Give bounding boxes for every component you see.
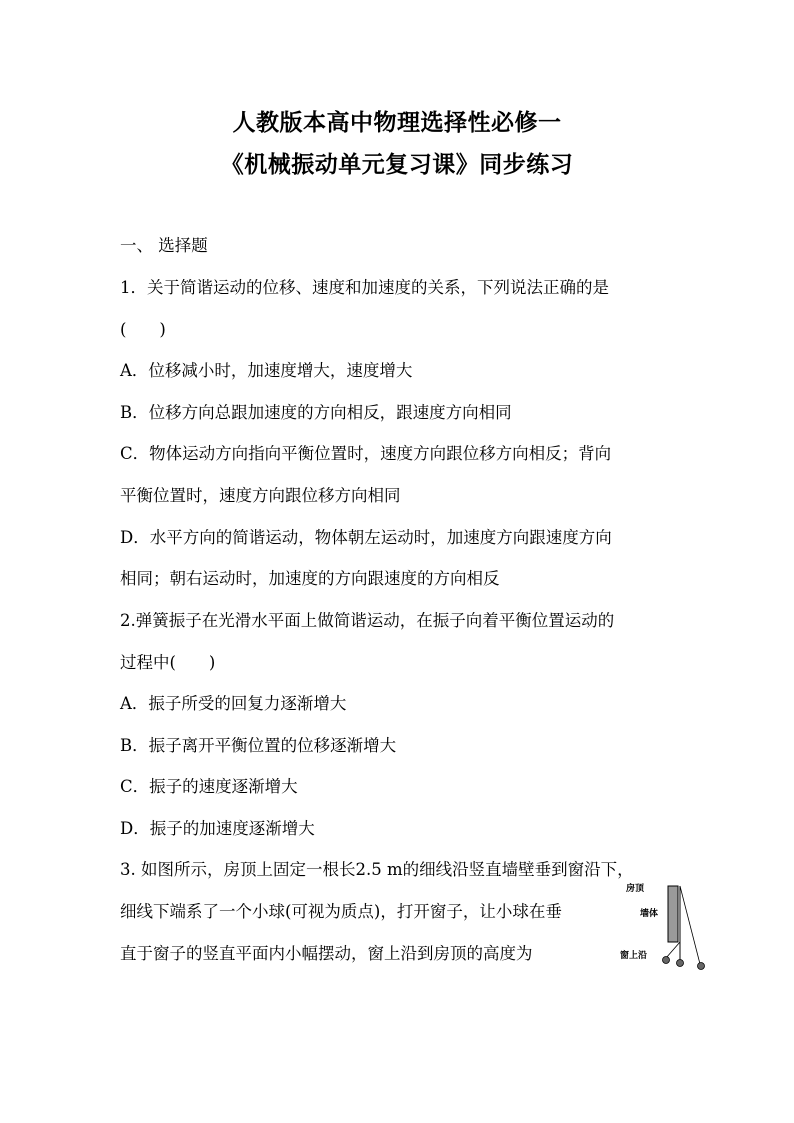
pendulum-diagram [618, 876, 718, 980]
q1-option-b: B．位移方向总跟加速度的方向相反，跟速度方向相同 [120, 403, 512, 422]
document-title-line2: 《机械振动单元复习课》同步练习 [220, 151, 574, 178]
pendulum-string-swing [680, 886, 700, 964]
pendulum-ball-left [663, 957, 670, 964]
q1-option-c-line2: 平衡位置时，速度方向跟位移方向相同 [120, 486, 401, 505]
q3-stem-line2: 细线下端系了一个小球(可视为质点)，打开窗子，让小球在垂 [120, 902, 562, 921]
q1-option-d-line1: D．水平方向的简谐运动，物体朝左运动时，加速度方向跟速度方向 [120, 528, 612, 547]
q2-option-b: B．振子离开平衡位置的位移逐渐增大 [120, 736, 397, 755]
label-wall: 墙体 [640, 909, 659, 919]
label-window-sill: 窗上沿 [620, 951, 648, 961]
q2-option-c: C．振子的速度逐渐增大 [120, 777, 298, 796]
q2-stem-line1: 2.弹簧振子在光滑水平面上做简谐运动，在振子向着平衡位置运动的 [120, 611, 615, 630]
label-roof: 房顶 [626, 884, 645, 894]
q1-stem-line1: 1．关于简谐运动的位移、速度和加速度的关系，下列说法正确的是 [120, 278, 609, 297]
q2-option-a: A．振子所受的回复力逐渐增大 [120, 694, 347, 713]
pendulum-figure [618, 876, 718, 980]
section-heading: 一、 选择题 [120, 236, 208, 255]
pendulum-ball-center [677, 960, 684, 967]
q1-stem-line2: ( ) [120, 320, 166, 339]
q3-stem-line3: 直于窗子的竖直平面内小幅摆动，窗上沿到房顶的高度为 [120, 944, 533, 963]
q1-option-c-line1: C．物体运动方向指向平衡位置时，速度方向跟位移方向相反；背向 [120, 444, 612, 463]
pendulum-string-left [666, 942, 680, 958]
q2-stem-line2: 过程中( ) [120, 653, 216, 672]
document-title-line1: 人教版本高中物理选择性必修一 [232, 109, 562, 136]
q1-option-d-line2: 相同；朝右运动时，加速度的方向跟速度的方向相反 [120, 569, 500, 588]
q3-stem-line1: 3. 如图所示，房顶上固定一根长2.5 m的细线沿竖直墙壁垂到窗沿下， [120, 860, 634, 879]
pendulum-ball-right [698, 963, 705, 970]
wall-shape [668, 886, 678, 942]
q1-option-a: A．位移减小时，加速度增大，速度增大 [120, 361, 413, 380]
q2-option-d: D．振子的加速度逐渐增大 [120, 819, 315, 838]
